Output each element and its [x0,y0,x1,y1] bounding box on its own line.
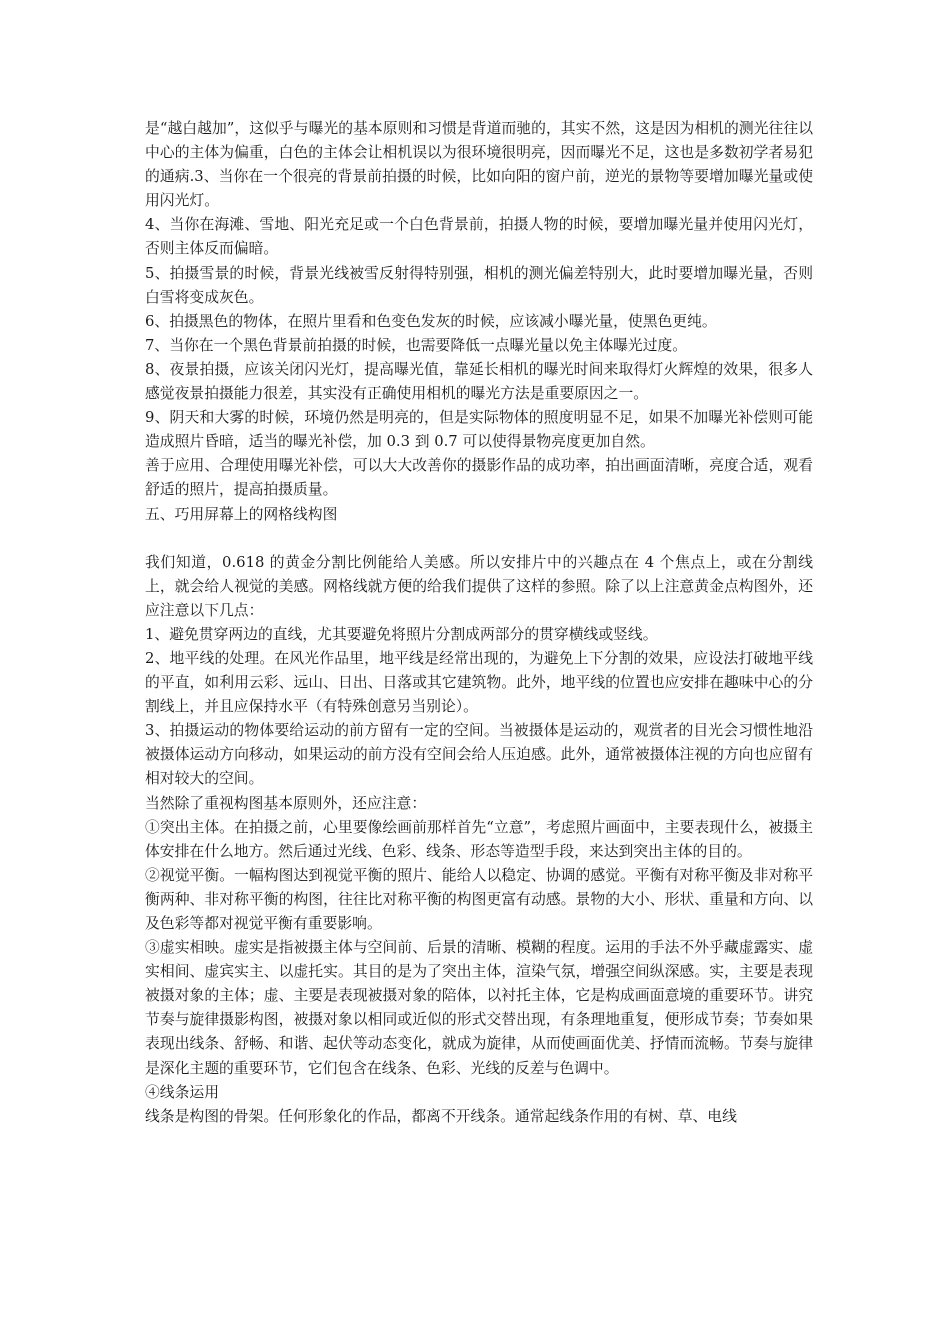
paragraph: ④线条运用 [145,1083,219,1101]
paragraph: ①突出主体。在拍摄之前，心里要像绘画前那样首先“立意”，考虑照片画面中，主要表现什么，被摄主体安排在什么地方。然后通过光线、色彩、线条、形态等造型手段，来达到突出主体的目的。 [145,818,813,860]
paragraph: 7、当你在一个黑色背景前拍摄的时候，也需要降低一点曝光量以免主体曝光过度。 [145,336,688,354]
paragraph: 4、当你在海滩、雪地、阳光充足或一个白色背景前，拍摄人物的时候，要增加曝光量并使用闪光灯，否则主体反而偏暗。 [145,216,813,258]
paragraph: 9、阴天和大雾的时候，环境仍然是明亮的，但是实际物体的照度明显不足，如果不加曝光补偿则可能造成照片昏暗，适当的曝光补偿，加 0.3 到 0.7 可以使得景物亮度更加自然。 [145,409,813,451]
paragraph: 1、避免贯穿两边的直线，尤其要避免将照片分割成两部分的贯穿横线或竖线。 [145,625,658,643]
paragraph: 3、拍摄运动的物体要给运动的前方留有一定的空间。当被摄体是运动的，观赏者的目光会习惯性地沿被摄体运动方向移动，如果运动的前方没有空间会给人压迫感。此外，通常被摄体注视的方向也应留有相对较大的空间。 [145,722,813,788]
blank-line [145,527,813,551]
paragraph: 2、地平线的处理。在风光作品里，地平线是经常出现的，为避免上下分割的效果，应设法打破地平线的平直，如利用云彩、远山、日出、日落或其它建筑物。此外，地平线的位置也应安排在趣味中心的分割线上，并且应保持水平（有特殊创意另当别论）。 [145,649,813,716]
paragraph: ②视觉平衡。一幅构图达到视觉平衡的照片、能给人以稳定、协调的感觉。平衡有对称平衡及非对称平衡两种、非对称平衡的构图，往往比对称平衡的构图更富有动感。景物的大小、形状、重量和方向、以及色彩等都对视觉平衡有重要影响。 [145,866,813,932]
paragraph: 当然除了重视构图基本原则外，还应注意： [145,794,427,812]
paragraph: 线条是构图的骨架。任何形象化的作品，都离不开线条。通常起线条作用的有树、草、电线 [145,1107,737,1125]
paragraph: 是“越白越加”，这似乎与曝光的基本原则和习惯是背道而驰的，其实不然，这是因为相机的测光往往以中心的主体为偏重，白色的主体会让相机误以为很环境很明亮，因而曝光不足，这也是多数初学者易犯的通病.3、当你在一个很亮的背景前拍摄的时候，比如向阳的窗户前，逆光的景物等要增加曝光量或使用闪光灯。 [145,120,813,210]
section-heading: 五、巧用屏幕上的网格线构图 [145,505,338,523]
paragraph: 善于应用、合理使用曝光补偿，可以大大改善你的摄影作品的成功率，拍出画面清晰，亮度合适，观看舒适的照片，提高拍摄质量。 [145,457,813,499]
paragraph: ③虚实相映。虚实是指被摄主体与空间前、后景的清晰、模糊的程度。运用的手法不外乎藏虚露实、虚实相间、虚宾实主、以虚托实。其目的是为了突出主体，渲染气氛，增强空间纵深感。实，主要是表现被摄对象的主体；虚、主要是表现被摄对象的陪体，以衬托主体，它是构成画面意境的重要环节。讲究节奏与旋律摄影构图，被摄对象以相同或近似的形式交替出现，有条理地重复，便形成节奏；节奏如果表现出线条、舒畅、和谐、起伏等动态变化，就成为旋律，从而使画面优美、抒情而流畅。节奏与旋律是深化主题的重要环节，它们包含在线条、色彩、光线的反差与色调中。 [145,939,813,1077]
paragraph: 8、夜景拍摄，应该关闭闪光灯，提高曝光值，靠延长相机的曝光时间来取得灯火辉煌的效果，很多人感觉夜景拍摄能力很差，其实没有正确使用相机的曝光方法是重要原因之一。 [145,360,813,403]
paragraph: 5、拍摄雪景的时候，背景光线被雪反射得特别强，相机的测光偏差特别大，此时要增加曝光量，否则白雪将变成灰色。 [145,264,813,306]
document-body [145,117,813,1129]
paragraph: 6、拍摄黑色的物体，在照片里看和色变色发灰的时候，应该减小曝光量，使黑色更纯。 [145,312,717,330]
paragraph: 我们知道，0.618 的黄金分割比例能给人美感。所以安排片中的兴趣点在 4 个焦点上，或在分割线上，就会给人视觉的美感。网格线就方便的给我们提供了这样的参照。除了以上注意黄金点构图外，还应注意以下几点： [145,553,813,619]
